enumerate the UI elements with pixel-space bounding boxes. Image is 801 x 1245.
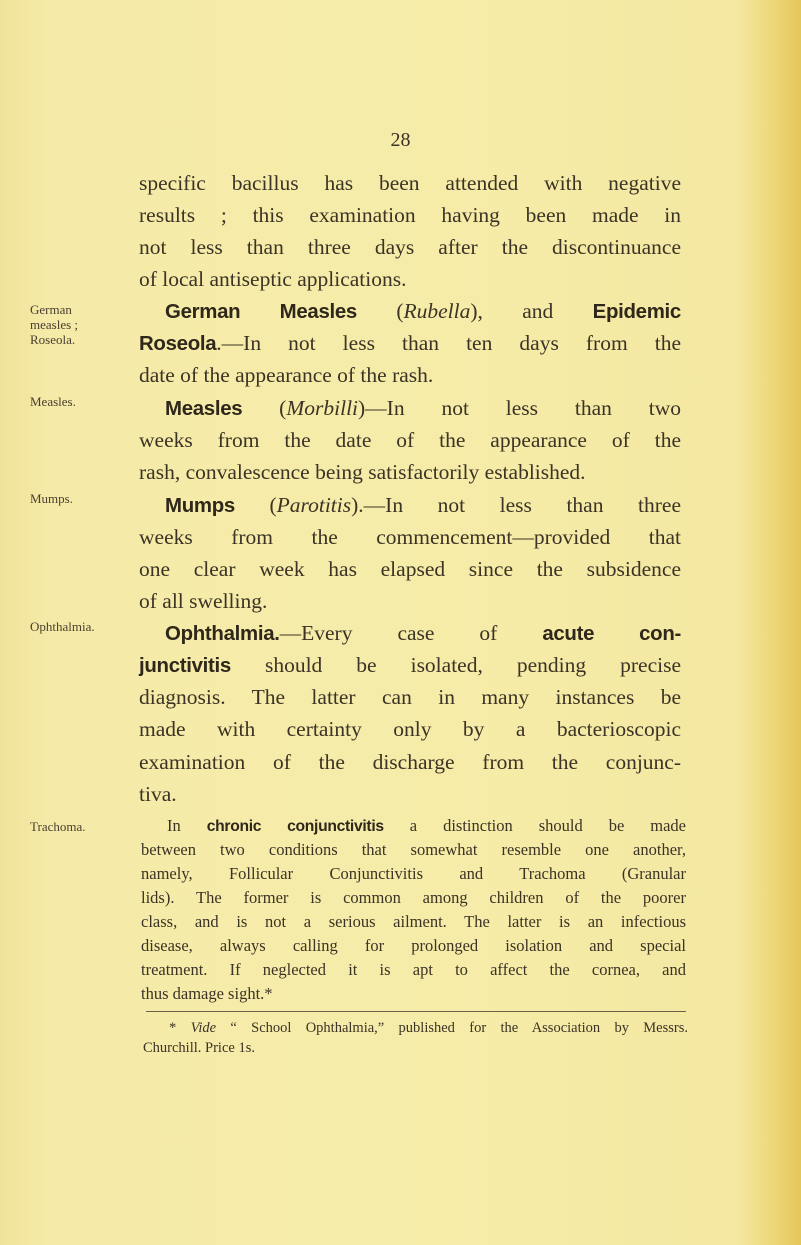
text-segment: )—In not less than two — [358, 396, 681, 420]
text-segment: not less than three days after the discontinuance — [139, 235, 681, 259]
margin-note-line: Roseola. — [30, 332, 76, 347]
page-number: 28 — [390, 129, 411, 151]
text-line — [141, 959, 686, 981]
text-line — [139, 618, 681, 648]
bold-heading-text: chronic conjunctivitis — [206, 818, 384, 835]
text-line — [139, 425, 681, 455]
text-segment: should be isolated, pending precise — [230, 653, 681, 677]
italic-text: Rubella — [403, 299, 471, 323]
text-line — [139, 200, 681, 230]
text-segment: treatment. If neglected it is apt to affect the cornea, and — [141, 960, 686, 979]
italic-text: Parotitis — [276, 493, 352, 517]
text-segment: class, and is not a serious ailment. The latter is an infectious — [141, 912, 686, 931]
text-segment: ), and — [470, 299, 593, 323]
margin-note — [30, 302, 125, 347]
text-line — [143, 1039, 688, 1057]
text-segment: of all swelling. — [139, 589, 268, 613]
margin-note-line: measles ; — [30, 317, 79, 332]
text-line — [139, 522, 681, 552]
text-segment: lids). The former is common among children of the poorer — [141, 888, 686, 907]
italic-text: Vide — [190, 1020, 217, 1036]
margin-note-line: Measles. — [30, 394, 76, 409]
margin-note-line: German — [30, 302, 72, 317]
text-line — [141, 983, 686, 1005]
text-line — [141, 839, 686, 861]
text-segment: ).—In not less than three — [351, 493, 681, 517]
text-line — [139, 296, 681, 326]
text-line — [143, 1019, 688, 1037]
text-line — [141, 863, 686, 885]
bold-heading-text: Roseola — [139, 333, 217, 355]
text-line — [139, 360, 681, 390]
italic-text: Morbilli — [286, 396, 359, 420]
text-segment: In — [167, 816, 207, 835]
margin-note-line: Trachoma. — [30, 819, 86, 834]
text-line — [139, 232, 681, 262]
text-segment: Churchill. Price 1s. — [143, 1040, 255, 1056]
text-segment: of local antiseptic applications. — [139, 267, 407, 291]
text-line — [139, 457, 681, 487]
margin-note — [30, 619, 125, 634]
bold-heading-text: junctivitis — [139, 655, 231, 677]
text-segment: * — [169, 1020, 191, 1036]
bold-heading-text: German Measles — [165, 301, 357, 323]
text-line — [139, 714, 681, 744]
text-segment: results ; this examination having been made in — [139, 203, 681, 227]
text-line — [139, 393, 681, 423]
text-line — [139, 586, 681, 616]
margin-note-line: Ophthalmia. — [30, 619, 95, 634]
text-line — [139, 168, 681, 198]
text-segment: date of the appearance of the rash. — [139, 363, 434, 387]
text-segment: tiva. — [139, 782, 177, 806]
bold-heading-text: Mumps — [165, 495, 235, 517]
footnote-divider — [146, 1011, 686, 1012]
text-segment: “ School Ophthalmia,” published for the Association by Messrs. — [216, 1020, 688, 1036]
text-segment: weeks from the date of the appearance of the — [139, 428, 681, 452]
text-segment: specific bacillus has been attended with negative — [139, 171, 681, 195]
text-segment: a distinction should be made — [383, 816, 686, 835]
text-line — [139, 747, 681, 777]
bold-heading-text: acute con- — [542, 623, 681, 645]
text-segment: ( — [356, 299, 404, 323]
bold-heading-text: Ophthalmia. — [165, 623, 280, 645]
text-segment: ( — [234, 493, 277, 517]
text-segment: between two conditions that somewhat resemble one another, — [141, 840, 686, 859]
text-line — [141, 815, 686, 837]
text-line — [139, 554, 681, 584]
text-segment: .—In not less than ten days from the — [216, 331, 681, 355]
text-segment: one clear week has elapsed since the subsidence — [139, 557, 681, 581]
margin-note — [30, 491, 125, 506]
text-segment: weeks from the commencement—provided that — [139, 525, 681, 549]
margin-note-line: Mumps. — [30, 491, 73, 506]
text-line — [141, 911, 686, 933]
text-line — [139, 264, 681, 294]
text-line — [139, 328, 681, 358]
text-segment: rash, convalescence being satisfactorily established. — [139, 460, 586, 484]
text-line — [139, 490, 681, 520]
text-line — [139, 779, 681, 809]
text-segment: thus damage sight.* — [141, 984, 273, 1003]
text-segment: disease, always calling for prolonged isolation and special — [141, 936, 686, 955]
text-line — [139, 650, 681, 680]
text-segment: namely, Follicular Conjunctivitis and Trachoma (Granular — [141, 864, 686, 883]
bold-heading-text: Measles — [165, 398, 243, 420]
text-segment: diagnosis. The latter can in many instances be — [139, 685, 681, 709]
text-line — [141, 935, 686, 957]
margin-note — [30, 394, 125, 409]
text-segment: —Every case of — [279, 621, 543, 645]
text-line — [139, 682, 681, 712]
text-segment: ( — [242, 396, 287, 420]
text-segment: examination of the discharge from the conjunc- — [139, 750, 681, 774]
margin-note — [30, 819, 125, 834]
text-segment: made with certainty only by a bacterioscopic — [139, 717, 681, 741]
bold-heading-text: Epidemic — [592, 301, 681, 323]
text-line — [141, 887, 686, 909]
